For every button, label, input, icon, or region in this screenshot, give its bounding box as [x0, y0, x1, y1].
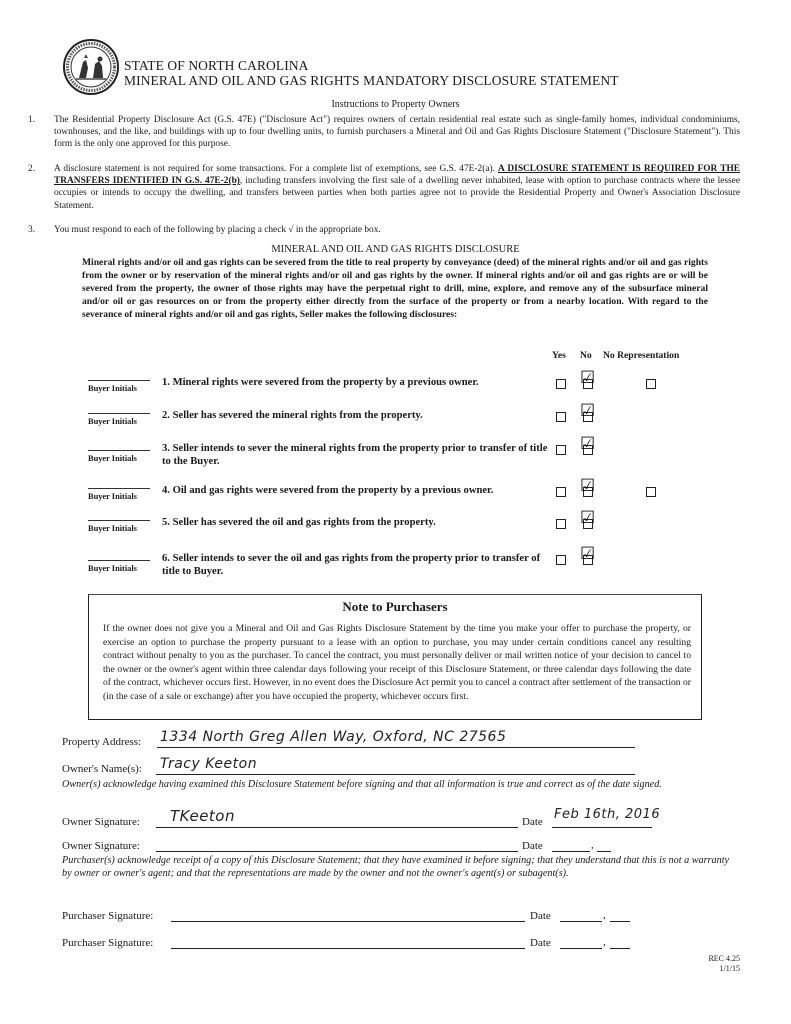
property-address-label: Property Address:: [62, 736, 142, 748]
instruction-item-1: [28, 114, 740, 151]
no-representation-checkbox[interactable]: [646, 379, 656, 389]
owner-date-2-year-field[interactable]: [597, 837, 611, 852]
yes-checkbox[interactable]: [556, 379, 566, 389]
owner-date-2-label: Date: [522, 840, 543, 852]
instruction-text: You must respond to each of the following by placing a check √ in the appropriate box.: [54, 225, 381, 235]
buyer-initials-label: Buyer Initials: [88, 564, 137, 573]
disclosure-intro: Mineral rights and/or oil and gas rights can be severed from the title to real property by conveyance (deed) of the mineral rights and/or oil and gas rights from the owner or by reservation of the mineral rights and/or oil and gas rights by the owner. If mineral rights and/or oil and gas rights are or will be severed from the property, the owner of those rights may have the perpetual right to drill, mine, explore, and remove any of the subsurface mineral and/or oil or gas resources on or from the property either directly from the surface of the property or from a nearby location. With regard to the severance of mineral rights and/or oil and gas rights, Seller makes the following disclosures:: [82, 257, 708, 320]
note-title: Note to Purchasers: [342, 599, 448, 614]
date-comma: ,: [603, 909, 606, 921]
purchaser-signature-2-label: Purchaser Signature:: [62, 937, 154, 949]
owner-signature-1-value: TKeeton: [170, 807, 235, 825]
buyer-initials-field[interactable]: [88, 413, 150, 414]
no-representation-checkbox[interactable]: [646, 487, 656, 497]
column-yes: Yes: [552, 350, 566, 361]
checkmark-icon: ☑: [580, 544, 596, 564]
owner-date-2-field[interactable]: [552, 837, 590, 852]
owner-signature-2-field[interactable]: [156, 837, 518, 852]
disclosure-statement: 6. Seller intends to sever the oil and gas rights from the property prior to transfer of title to Buyer.: [162, 553, 541, 577]
owner-signature-2-label: Owner Signature:: [62, 840, 140, 852]
column-no-representation: No Representation: [603, 350, 680, 361]
note-to-purchasers-box: [88, 594, 702, 720]
owner-names-value: Tracy Keeton: [160, 756, 258, 772]
instruction-text-after: , including transfers involving the first sale of a dwelling never inhabited, lease with option to purchase contracts where the lessee occupies or intends to occupy the dwelling, and transfers between parties when both parties agree not to provide the Residential Property and Owner's Association Disclosure Statement.: [54, 176, 740, 211]
instruction-text: [54, 163, 740, 212]
buyer-initials-field[interactable]: [88, 520, 150, 521]
checkmark-icon: ☑: [580, 401, 596, 421]
purchaser-acknowledgement: Purchaser(s) acknowledge receipt of a copy of this Disclosure Statement; that they have examined it before signing; that they understand that this is not a warranty by owner or owner's agent; and that the representations are made by the owner and not the owner's agent(s) or subagent(s).: [62, 855, 730, 879]
purchaser-signature-1-label: Purchaser Signature:: [62, 910, 154, 922]
disclosure-statement: 1. Mineral rights were severed from the property by a previous owner.: [162, 377, 479, 388]
instruction-number: 3.: [28, 225, 36, 235]
property-address-value: 1334 North Greg Allen Way, Oxford, NC 27565: [160, 729, 507, 745]
owner-date-1-value: Feb 16th, 2016: [554, 807, 661, 822]
disclosure-row: [88, 508, 708, 552]
instruction-item-3: [28, 224, 740, 236]
instruction-emphasis: A DISCLOSURE STATEMENT IS REQUIRED FOR THE TRANSFERS IDENTIFIED IN G.S. 47E-2(b): [54, 164, 740, 187]
disclosure-row: [88, 401, 708, 445]
checkmark-icon: ☑: [580, 508, 596, 528]
disclosure-statement: 3. Seller intends to sever the mineral rights from the property prior to transfer of title to the Buyer.: [162, 443, 548, 467]
instruction-number: 2.: [28, 164, 36, 174]
purchaser-date-1-year-field[interactable]: [610, 907, 630, 922]
purchaser-date-2-year-field[interactable]: [610, 934, 630, 949]
yes-checkbox[interactable]: [556, 412, 566, 422]
checkmark-icon: ☑: [580, 368, 596, 388]
column-no: No: [580, 350, 592, 361]
owner-date-1-label: Date: [522, 816, 543, 828]
buyer-initials-field[interactable]: [88, 560, 150, 561]
note-text: If the owner does not give you a Mineral and Oil and Gas Rights Disclosure Statement by the time you make your offer to purchase the property, or exercise an option to purchase the property pursuant to a lease with an option to purchase, you may under certain conditions cancel any resulting contract without penalty to you as the purchaser. To cancel the contract, you must personally deliver or mail written notice of your decision to cancel to the owner or the owner's agent within three calendar days following your receipt of this Disclosure Statement, or three calendar days following the date of the contract, whichever occurs first. However, in no event does the Disclosure Act permit you to cancel a contract after settlement of the transaction or (in the case of a sale or exchange) after you have occupied the property, whichever occurs first.: [103, 623, 691, 702]
instruction-item-2: [28, 163, 740, 212]
state-seal-icon: [62, 38, 120, 96]
buyer-initials-label: Buyer Initials: [88, 417, 137, 426]
yes-checkbox[interactable]: [556, 487, 566, 497]
owner-acknowledgement: Owner(s) acknowledge having examined this Disclosure Statement before signing and that all information is true and correct as of the date signed.: [62, 779, 662, 790]
buyer-initials-label: Buyer Initials: [88, 384, 137, 393]
buyer-initials-field[interactable]: [88, 380, 150, 381]
yes-checkbox[interactable]: [556, 519, 566, 529]
form-code: REC 4.25: [708, 954, 740, 963]
form-header: [62, 38, 742, 98]
instruction-number: 1.: [28, 115, 36, 125]
purchaser-date-2-label: Date: [530, 937, 551, 949]
purchaser-date-1-label: Date: [530, 910, 551, 922]
date-comma: ,: [603, 936, 606, 948]
purchaser-date-2-field[interactable]: [560, 934, 602, 949]
buyer-initials-label: Buyer Initials: [88, 492, 137, 501]
form-title: MINERAL AND OIL AND GAS RIGHTS MANDATORY DISCLOSURE STATEMENT: [124, 73, 619, 88]
disclosure-statement: 5. Seller has severed the oil and gas rights from the property.: [162, 517, 436, 528]
yes-checkbox[interactable]: [556, 445, 566, 455]
disclosure-heading: MINERAL AND OIL AND GAS RIGHTS DISCLOSURE: [271, 244, 520, 255]
checkmark-icon: ☑: [580, 434, 596, 454]
owner-names-label: Owner's Name(s):: [62, 763, 142, 775]
instructions-heading: Instructions to Property Owners: [331, 99, 460, 110]
form-date: 1/1/15: [719, 964, 740, 973]
purchaser-signature-2-field[interactable]: [171, 934, 525, 949]
disclosure-row: [88, 434, 708, 478]
buyer-initials-field[interactable]: [88, 450, 150, 451]
buyer-initials-label: Buyer Initials: [88, 454, 137, 463]
instruction-text: The Residential Property Disclosure Act (G.S. 47E) ("Disclosure Act") requires owners of certain residential real estate such as single-family homes, individual condominiums, townhouses, and the like, and buildings with up to four dwelling units, to furnish purchasers a Mineral and Oil and Gas Rights Disclosure Statement ("Disclosure Statement"). This form is the only one approved for this purpose.: [54, 115, 740, 150]
date-comma: ,: [591, 839, 594, 851]
state-title: STATE OF NORTH CAROLINA: [124, 58, 309, 73]
purchaser-date-1-field[interactable]: [560, 907, 602, 922]
yes-checkbox[interactable]: [556, 555, 566, 565]
disclosure-row: [88, 368, 708, 412]
disclosure-statement: 2. Seller has severed the mineral rights from the property.: [162, 410, 423, 421]
buyer-initials-label: Buyer Initials: [88, 524, 137, 533]
purchaser-signature-1-field[interactable]: [171, 907, 525, 922]
disclosure-row: [88, 544, 708, 588]
instruction-text-before: A disclosure statement is not required for some transactions. For a complete list of exemptions, see G.S. 47E-2(a).: [54, 164, 499, 174]
owner-signature-1-label: Owner Signature:: [62, 816, 140, 828]
disclosure-statement: 4. Oil and gas rights were severed from the property by a previous owner.: [162, 485, 494, 496]
buyer-initials-field[interactable]: [88, 488, 150, 489]
checkmark-icon: ☑: [580, 476, 596, 496]
